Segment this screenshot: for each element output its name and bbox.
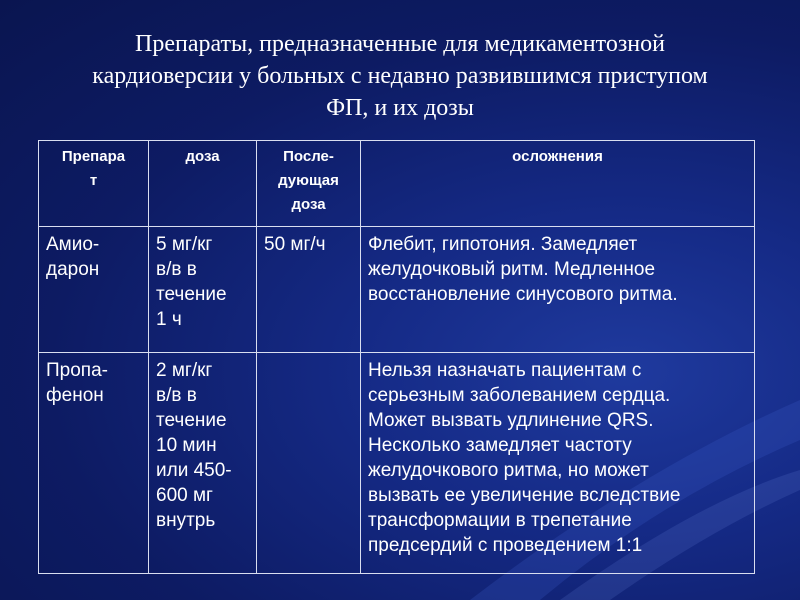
title-line-2: кардиоверсии у больных с недавно развившимся приступом (92, 63, 708, 89)
cell-complications: Нельзя назначать пациентам с серьезным заболеванием сердца. Может вызвать удлинение QRS. Несколько замедляет частоту желудочкового ритма, но может вызвать ее увеличение вследствие трансформации в трепетание предсердий с проведением 1:1 (361, 353, 755, 574)
title-line-1: Препараты, предназначенные для медикаментозной (135, 31, 665, 57)
cell-dose: 5 мг/кг в/в в течение 1 ч (149, 227, 257, 353)
cell-dose: 2 мг/кг в/в в течение 10 мин или 450- 600 мг внутрь (149, 353, 257, 574)
cell-drug: Пропа- фенон (39, 353, 149, 574)
cell-complications: Флебит, гипотония. Замедляет желудочковый ритм. Медленное восстановление синусового ритма. (361, 227, 755, 353)
table-header-row (39, 141, 755, 227)
header-complications: осложнения (361, 141, 755, 227)
table-row (39, 353, 755, 574)
header-drug: Препара т (39, 141, 149, 227)
cell-next-dose (257, 353, 361, 574)
header-next-dose: После- дующая доза (257, 141, 361, 227)
table-row (39, 227, 755, 353)
title-line-3: ФП, и их дозы (326, 95, 474, 121)
drug-dose-table (38, 140, 755, 574)
cell-next-dose: 50 мг/ч (257, 227, 361, 353)
header-dose: доза (149, 141, 257, 227)
slide-title (60, 28, 740, 124)
cell-drug: Амио- дарон (39, 227, 149, 353)
